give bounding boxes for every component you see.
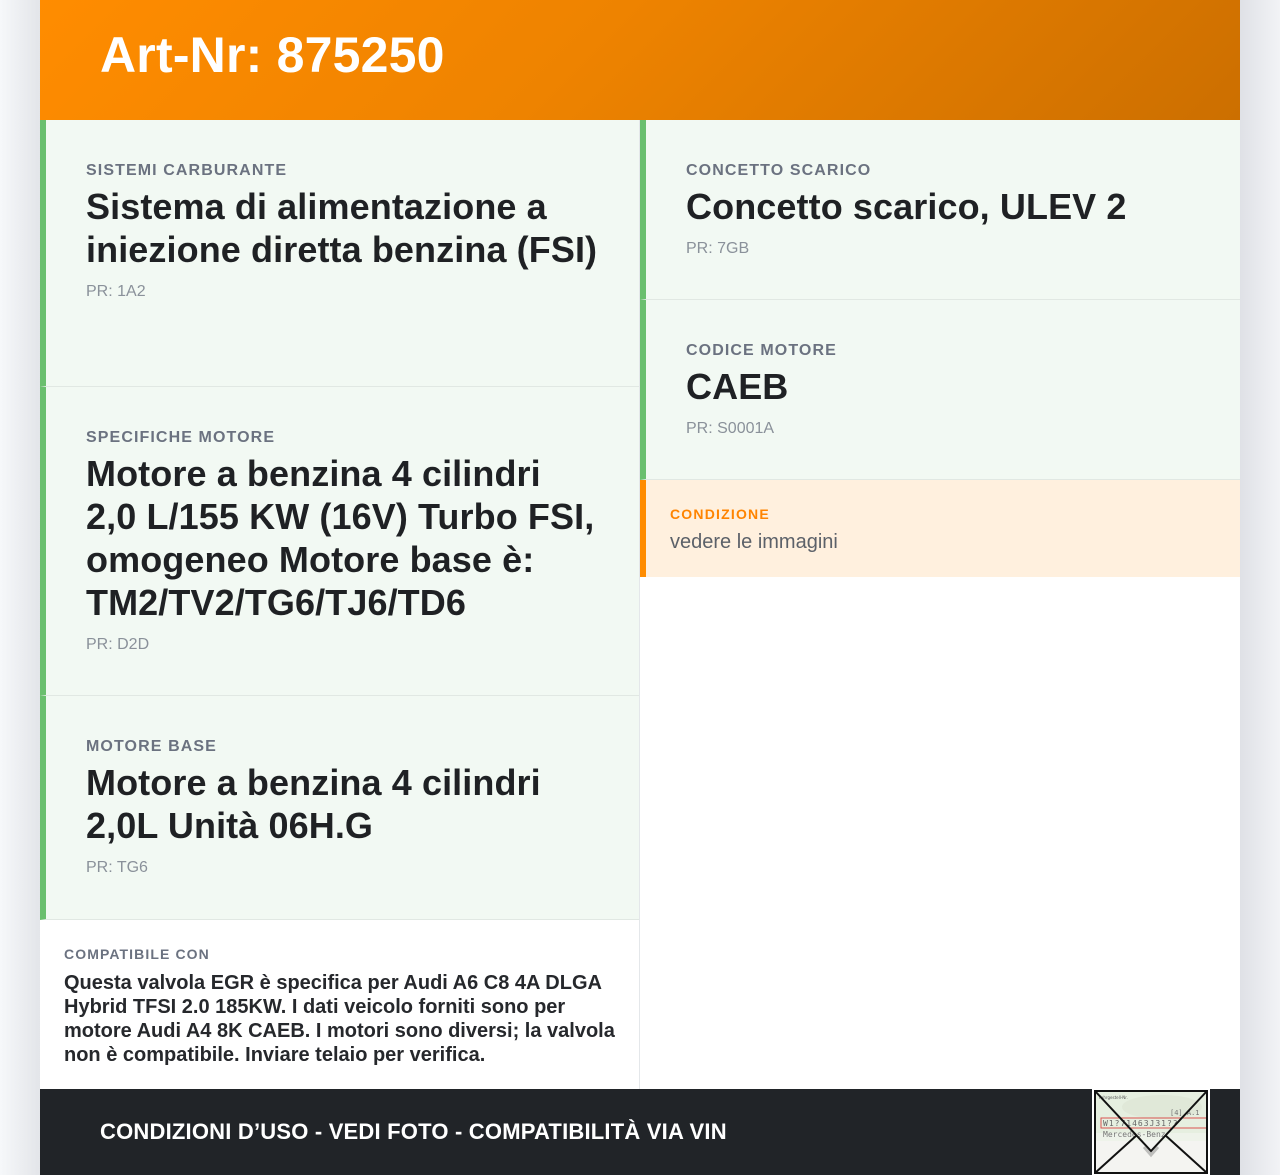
spec-value: Concetto scarico, ULEV 2: [686, 186, 1127, 227]
spec-pr-code: PR: D2D: [86, 636, 150, 653]
svg-text:Mercedes-Benz: Mercedes-Benz: [1103, 1130, 1166, 1139]
spec-value: Sistema di alimentazione a iniezione diretta benzina (FSI): [86, 186, 598, 270]
vin-envelope-thumbnail[interactable]: [1092, 1089, 1210, 1175]
spec-value: CAEB: [686, 366, 789, 407]
product-card: [40, 0, 1240, 1175]
envelope-icon: [1092, 1089, 1210, 1175]
footer-terms-text: CONDIZIONI D’USO - VEDI FOTO - COMPATIBILITÀ VIA VIN: [100, 1119, 727, 1144]
spec-label: CONCETTO SCARICO: [686, 162, 872, 179]
spec-label: SPECIFICHE MOTORE: [86, 429, 276, 446]
spec-engine-code: [640, 300, 1240, 480]
compatibility-text: Questa valvola EGR è specifica per Audi A6 C8 4A DLGA Hybrid TFSI 2.0 185KW. I dati veicolo forniti sono per motore Audi A4 8K CAEB. I motori sono diversi; la valvola non è compatibile. Inviare telaio per verifica.: [64, 972, 615, 1066]
footer-bar: [40, 1089, 1240, 1175]
page-background-right: [1240, 0, 1280, 1175]
spec-label: SISTEMI CARBURANTE: [86, 162, 288, 179]
spec-pr-code: PR: TG6: [86, 859, 148, 876]
spec-value: Motore a benzina 4 cilindri 2,0 L/155 KW (16V) Turbo FSI, omogeneo Motore base è: TM2/TV2/TG6/TJ6/TD6: [86, 453, 595, 623]
right-column: [640, 120, 1240, 1089]
left-column: [40, 120, 640, 1089]
spec-label: MOTORE BASE: [86, 738, 217, 755]
compatibility-label: COMPATIBILE CON: [64, 946, 210, 962]
spec-value: Motore a benzina 4 cilindri 2,0L Unità 06H.G: [86, 762, 541, 846]
spec-engine-specifications: [40, 387, 639, 696]
svg-text:W1?71463J31??: W1?71463J31??: [1103, 1119, 1179, 1128]
article-number-title: Art-Nr: 875250: [100, 27, 445, 83]
spec-grid: [40, 120, 1240, 1089]
spec-fuel-system: [40, 120, 639, 387]
condition-value: vedere le immagini: [670, 531, 838, 553]
compatibility-section: [40, 920, 639, 1067]
spec-pr-code: PR: S0001A: [686, 420, 775, 437]
condition-box: [640, 480, 1240, 577]
page-background-left: [0, 0, 40, 1175]
spec-label: CODICE MOTORE: [686, 342, 837, 359]
spec-pr-code: PR: 7GB: [686, 240, 750, 257]
article-header: [40, 0, 1240, 120]
svg-text:[4] A.1: [4] A.1: [1170, 1109, 1200, 1117]
svg-text:Fahrgestell-Nr.: Fahrgestell-Nr.: [1099, 1095, 1128, 1100]
condition-label: CONDIZIONE: [670, 506, 770, 522]
spec-exhaust-concept: [640, 120, 1240, 300]
spec-pr-code: PR: 1A2: [86, 283, 146, 300]
spec-base-engine: [40, 696, 639, 920]
